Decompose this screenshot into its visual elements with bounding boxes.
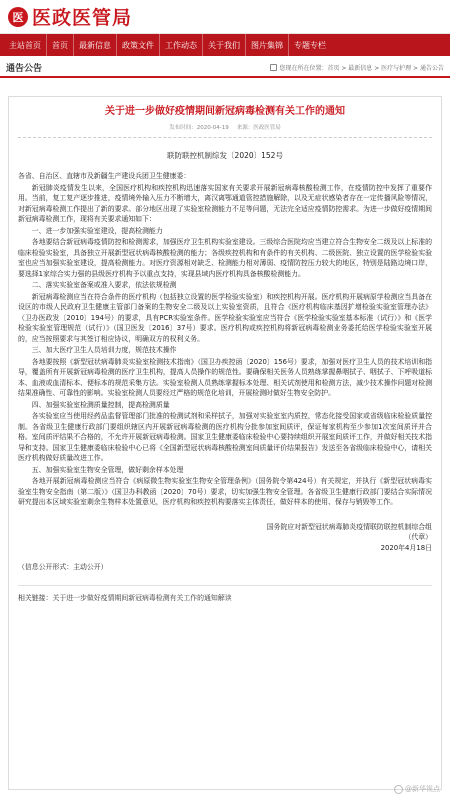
section-heading: 三、加大医疗卫生人员培训力度，规范技术操作 <box>31 346 177 354</box>
article-container <box>8 96 442 790</box>
section-heading: 二、落实实验室备案或准入要求，依法依规检测 <box>31 281 177 289</box>
nav-policy[interactable]: 政策文件 <box>117 34 160 56</box>
watermark <box>394 784 440 794</box>
section-heading: 四、加强实验室检测质量控制，提高检测质量 <box>31 400 170 409</box>
salutation: 各省、自治区、直辖市及新疆生产建设兵团卫生健康委： <box>18 172 191 180</box>
publish-date: 发布时间：2020-04-19 <box>169 125 229 131</box>
watermark-text: @新华视点 <box>405 785 440 793</box>
section-heading: 一、进一步加强实验室建设，提高检测能力 <box>31 226 163 235</box>
paragraph: 新冠病毒检测应当在符合条件的医疗机构（包括独立设置的医学检验实验室）和疾控机构开展。医疗机构开展病原学检测应当具备在设区的市级人民政府卫生健康主管部门备案的生物安全二级及以上实验室资质，且符合《医疗机构临床基因扩增检验实验室管理办法》（卫办医政发〔2010〕194号）的要求，具有PCR实验室条件。医学检验实验室应当符合《医学检验实验室基本标准（试行）》和《医学检验实验室管理规范（试行）》（国卫医发〔2016〕37号）要求。医疗机构或疾控机构将新冠病毒检测业务委托给医学检验实验室开展的，应当按照要求与其签订相应协议，明确双方的权利义务。 <box>18 292 432 343</box>
breadcrumb-path[interactable]: 您现在所在位置：首页 > 最新信息 > 医疗与护理 > 通告公告 <box>279 64 444 72</box>
nav-about[interactable]: 关于我们 <box>203 34 246 56</box>
paragraph: 各地要结合新冠病毒疫情防控和检测需求，加强医疗卫生机构实验室建设。三级综合医院均应当建立符合生物安全二级及以上标准的临床检验实验室，具备独立开展新型冠状病毒核酸检测的能力；各级疾控机构和有条件的有关机构、二级医院、独立设置的医学检验实验室也应当加强实验室建设，提高检测能力。对医疗资源相对缺乏、检测能力相对薄弱、疫情防控压力较大的地区，特别是陆路边境口岸，要选择1家综合实力强的县级医疗机构予以重点支持，实现县域内医疗机构具备核酸检测能力。 <box>18 238 432 278</box>
paragraph: 各实验室应当使用经药品监督管理部门批准的检测试剂和采样拭子，加强对实验室室内质控，常态化接受国家或省级临床检验质量控制。各省级卫生健康行政部门要组织辖区内开展新冠病毒检测的医疗机构分批参加室间质评，保证每家机构至少参加1次室间质评并合格。室间质评结果不合格的，不允许开展新冠病毒检测。国家卫生健康委临床检验中心要持续组织开展室间质评工作，并做好相关技术指导和支持。国家卫生健康委临床检验中心已将《全国新型冠状病毒核酸检测室间质量评价结果报告》发送至各省级临床检验中心，请相关医疗机构做好质量改进工作。 <box>18 412 432 462</box>
article-source: 来源：医政医管局 <box>236 125 281 131</box>
site-header <box>0 0 450 34</box>
nav-topics[interactable]: 专题专栏 <box>294 40 326 50</box>
main-nav <box>0 34 450 56</box>
article-title: 关于进一步做好疫情期间新冠病毒检测有关工作的通知 <box>105 106 345 117</box>
paragraph: 各地要按照《新型冠状病毒肺炎实验室检测技术指南》（国卫办疾控函〔2020〕156号）要求，加强对医疗卫生人员的技术培训和指导，覆盖所有开展新冠病毒检测的医疗卫生机构，提高人员操作的规范性。要确保相关医务人员熟练掌握鼻咽拭子、咽拭子、下呼吸道标本、血液或血清标本、便标本的规范采集方法。实验室检测人员熟练掌握标本处理、相关试剂使用和检测方法，减少技术操作问题对检测结果准确性、可靠性的影响。实验室检测人员要经过严格的规范化培训，开展检测时做好生物安全防护。 <box>18 357 432 397</box>
paragraph: 新冠肺炎疫情发生以来，全国医疗机构和疾控机构迅速落实国家有关要求开展新冠病毒核酸检测工作，在疫情防控中发挥了重要作用。当前，复工复产逐步推进，疫情境外输入压力不断增大，离汉离鄂通道管控措施解除，以及无症状感染者存在一定传播风险等情况，对新冠病毒检测工作提出了新的要求。部分地区出现了实验室检测能力不足等问题，无法完全适应疫情防控需求。为进一步做好疫情期间新冠病毒检测工作，现将有关要求通知如下： <box>18 183 432 223</box>
nav-work[interactable]: 工作动态 <box>160 34 203 56</box>
nav-gallery[interactable]: 图片集锦 <box>246 34 289 56</box>
related-label: 相关链接： <box>18 594 53 602</box>
breadcrumb <box>270 63 444 72</box>
nav-home[interactable]: 首页 <box>47 34 74 56</box>
nav-latest[interactable]: 最新信息 <box>74 34 117 56</box>
signer-note: （代章） <box>404 533 432 541</box>
breadcrumb-bar <box>0 58 450 78</box>
related-link[interactable]: 关于进一步做好疫情期间新冠病毒检测有关工作的通知解读 <box>52 594 232 602</box>
site-logo[interactable] <box>8 3 132 30</box>
site-title: 医政医管局 <box>32 7 133 29</box>
weibo-icon <box>394 785 403 794</box>
home-icon <box>270 64 277 71</box>
emblem-icon: 医 <box>8 7 28 27</box>
section-label: 通告公告 <box>6 63 43 74</box>
disclosure-form: （信息公开形式：主动公开） <box>18 563 108 571</box>
related-links <box>18 585 432 602</box>
paragraph: 各地开展新冠病毒检测应当符合《病原微生物实验室生物安全管理条例》（国务院令第424号）有关规定，并执行《新型冠状病毒实验室生物安全指南（第二版）》（国卫办科教函〔2020〕70号）要求，切实加强生物安全管理。各省级卫生健康行政部门要结合实际情况研究提出本区域实验室剩余生物样本处置意见，医疗机构和疾控机构要落实主体责任，做好样本的使用、保存与销毁等工作。 <box>18 477 432 506</box>
nav-main-home[interactable]: 主站首页 <box>4 34 47 56</box>
sign-date: 2020年4月18日 <box>380 543 432 552</box>
signer: 国务院应对新型冠状病毒肺炎疫情联防联控机制综合组 <box>266 522 432 531</box>
article-meta <box>18 123 432 131</box>
meta-divider <box>18 137 432 138</box>
document-number: 联防联控机制综发〔2020〕152号 <box>167 151 283 160</box>
section-heading: 五、加强实验室生物安全管理，做好剩余样本处理 <box>31 465 184 474</box>
